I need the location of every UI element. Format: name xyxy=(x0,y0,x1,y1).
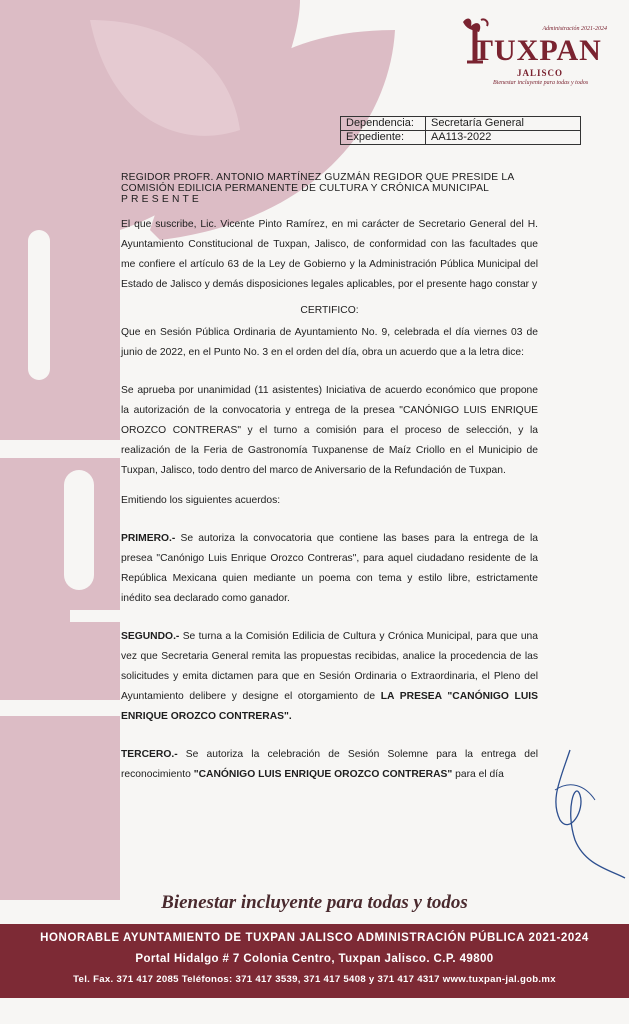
tuxpan-logo xyxy=(455,10,617,88)
primero-paragraph xyxy=(121,529,538,609)
tercero-tail: para el día xyxy=(452,769,504,780)
reference-value: AA113-2022 xyxy=(426,131,581,145)
segundo-paragraph xyxy=(121,627,538,727)
tercero-bold: "CANÓNIGO LUIS ENRIQUE OROZCO CONTRERAS" xyxy=(193,769,453,780)
addressee-line-2: COMISIÓN EDILICIA PERMANENTE DE CULTURA Y CRÓNICA MUNICIPAL xyxy=(121,183,490,194)
footer-band xyxy=(0,924,629,998)
segundo-label: SEGUNDO.- xyxy=(121,631,180,642)
reference-label: Expediente: xyxy=(341,131,426,145)
reference-row-dependencia xyxy=(341,117,581,131)
logo-slogan: Bienestar incluyente para todas y todos xyxy=(493,80,589,86)
tercero-paragraph xyxy=(121,745,538,785)
primero-label: PRIMERO.- xyxy=(121,533,176,544)
document-body xyxy=(121,172,538,785)
motto: Bienestar incluyente para todas y todos xyxy=(161,892,468,913)
addressee xyxy=(121,172,538,205)
footer-line-2: Portal Hidalgo # 7 Colonia Centro, Tuxpan Jalisco. C.P. 49800 xyxy=(135,953,494,965)
approval-paragraph: Se aprueba por unanimidad (11 asistentes) Iniciativa de acuerdo económico que propone la autorización de la convocatoria y entrega de la presea "CANÓNIGO LUIS ENRIQUE OROZCO CONTRERAS" y el turno a comisión para el proceso de selección, y la realización de la Feria de Gastronomía Tuxpanense de Maíz Criollo en el Municipio de Tuxpan, Jalisco, todo dentro del marco de Aniversario de la Refundación de Tuxpan. xyxy=(121,385,538,476)
addressee-line-3: P R E S E N T E xyxy=(121,194,199,205)
tercero-text: Se autoriza la celebración de Sesión Solemne para la entrega del reconocimiento xyxy=(121,749,538,780)
emitiendo-line: Emitiendo los siguientes acuerdos: xyxy=(121,495,281,506)
primero-text: Se autoriza la convocatoria que contiene las bases para la entrega de la presea "Canónigo Luis Enrique Orozco Contreras", para aquel ciudadano residente de la República Mexicana quien mediante un poema con tema y estilo libre, estrictamente inédito sea declarado como ganador. xyxy=(121,533,538,604)
reference-row-expediente xyxy=(341,131,581,145)
addressee-line-1: REGIDOR PROFR. ANTONIO MARTÍNEZ GUZMÁN REGIDOR QUE PRESIDE LA xyxy=(121,172,515,183)
tercero-label: TERCERO.- xyxy=(121,749,178,760)
segundo-bold: LA PRESEA "CANÓNIGO LUIS ENRIQUE OROZCO CONTRERAS". xyxy=(121,691,538,722)
signature-scribble xyxy=(540,740,629,880)
reference-label: Dependencia: xyxy=(341,117,426,131)
footer-line-1: HONORABLE AYUNTAMIENTO DE TUXPAN JALISCO ADMINISTRACIÓN PÚBLICA 2021-2024 xyxy=(40,932,589,944)
intro-paragraph: El que suscribe, Lic. Vicente Pinto Ramírez, en mi carácter de Secretario General del H. Ayuntamiento Constitucional de Tuxpan, Jalisco, de conformidad con las facultades que me confiere el artículo 63 de la Ley de Gobierno y la Administración Pública Municipal del Estado de Jalisco y demás disposiciones legales aplicables, por el presente hago constar y xyxy=(121,219,538,290)
logo-administration: Administración 2021-2024 xyxy=(542,26,607,32)
logo-state: JALISCO xyxy=(517,68,564,78)
certifico-heading: CERTIFICO: xyxy=(300,305,359,316)
reference-table xyxy=(340,116,581,145)
segundo-text: Se turna a la Comisión Edilicia de Cultura y Crónica Municipal, para que una vez que Secretaria General remita las propuestas recibidas, analice la procedencia de las solicitudes y emita dictamen para que en Sesión Ordinaria o Extraordinaria, el Pleno del Ayuntamiento delibere y designe el otorgamiento de xyxy=(121,631,538,702)
footer-line-3: Tel. Fax. 371 417 2085 Teléfonos: 371 417 3539, 371 417 5408 y 371 417 4317 www.tuxpan-jal.gob.mx xyxy=(73,974,556,985)
session-paragraph: Que en Sesión Pública Ordinaria de Ayuntamiento No. 9, celebrada el día viernes 03 de junio de 2022, en el Punto No. 3 en el orden del día, obra un acuerdo que a la letra dice: xyxy=(121,327,538,358)
reference-value: Secretaría General xyxy=(426,117,581,131)
logo-brand: TUXPAN xyxy=(473,34,602,67)
